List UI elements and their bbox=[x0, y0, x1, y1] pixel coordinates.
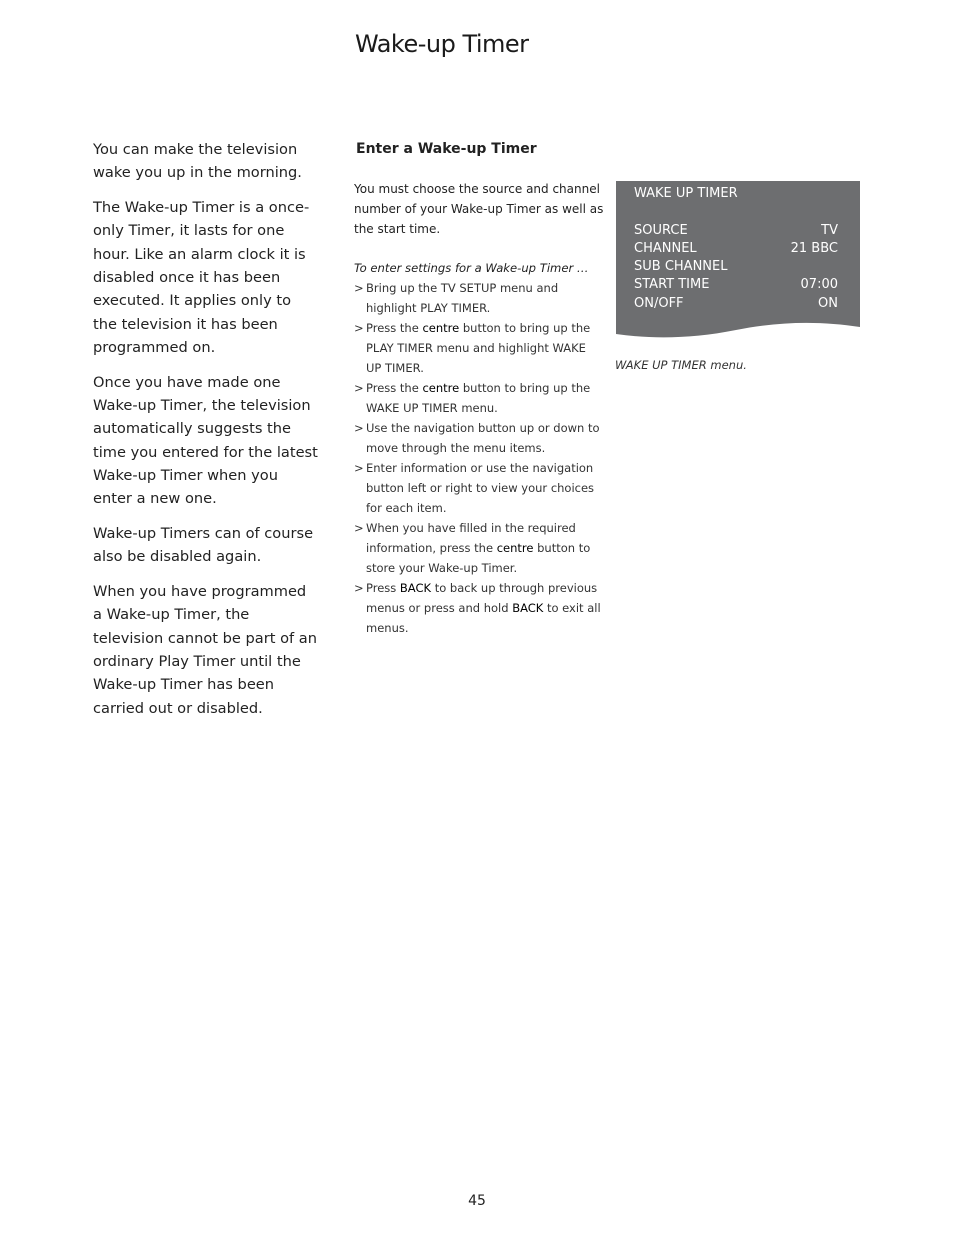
menu-row-value: ON bbox=[818, 295, 838, 311]
menu-row-value: TV bbox=[821, 222, 838, 238]
bullet-marker: > bbox=[354, 521, 364, 535]
step-text: Enter information or use the navigation button left or right to view your choices for each item. bbox=[366, 461, 595, 515]
page-title: Wake-up Timer bbox=[355, 30, 529, 58]
step-item bbox=[354, 578, 604, 638]
step-text: When you have filled in the required information, press the bbox=[366, 521, 576, 555]
instructions-column bbox=[354, 138, 604, 638]
bullet-marker: > bbox=[354, 581, 364, 595]
step-text: Press the bbox=[366, 321, 423, 335]
menu-row-value: 21 BBC bbox=[790, 240, 838, 256]
menu-caption: WAKE UP TIMER menu. bbox=[615, 358, 747, 372]
bullet-marker: > bbox=[354, 421, 364, 435]
step-item bbox=[354, 378, 604, 418]
step-text: Use the navigation button up or down to move through the menu items. bbox=[366, 421, 600, 455]
menu-row-start-time bbox=[634, 276, 838, 294]
section-intro: You must choose the source and channel number of your Wake-up Timer as well as the start time. bbox=[354, 182, 604, 236]
key-label: centre bbox=[422, 381, 460, 395]
key-label: centre bbox=[422, 321, 460, 335]
bullet-marker: > bbox=[354, 381, 364, 395]
step-item bbox=[354, 278, 604, 318]
menu-title: WAKE UP TIMER bbox=[634, 186, 738, 201]
step-text: Press bbox=[366, 581, 400, 595]
section-heading: Enter a Wake-up Timer bbox=[356, 141, 537, 157]
step-text: button to bring up the PLAY TIMER menu and highlight WAKE UP TIMER. bbox=[366, 321, 591, 375]
menu-row-label: SUB CHANNEL bbox=[634, 259, 728, 275]
menu-row-value: 07:00 bbox=[800, 277, 838, 293]
instructions-lead: To enter settings for a Wake-up Timer … bbox=[354, 261, 589, 275]
menu-row-on-off bbox=[634, 295, 838, 313]
intro-paragraph: The Wake-up Timer is a once-only Timer, it lasts for one hour. Like an alarm clock it is disabled once it has been executed. It applies only to the television it has been programmed on. bbox=[93, 199, 310, 356]
menu-row-channel bbox=[634, 240, 838, 258]
steps-list bbox=[354, 278, 604, 638]
bullet-marker: > bbox=[354, 461, 364, 475]
menu-row-label: ON/OFF bbox=[634, 295, 684, 311]
step-text: Press the bbox=[366, 381, 423, 395]
intro-paragraph: When you have programmed a Wake-up Timer, the television cannot be part of an ordinary Play Timer until the Wake-up Timer has been carried out or disabled. bbox=[93, 583, 318, 717]
menu-row-label: SOURCE bbox=[634, 222, 688, 238]
menu-row-label: CHANNEL bbox=[634, 240, 697, 256]
menu-row-source bbox=[634, 222, 838, 240]
step-item bbox=[354, 418, 604, 458]
step-text: Bring up the TV SETUP menu and highlight PLAY TIMER. bbox=[366, 281, 559, 315]
intro-paragraph: You can make the television wake you up in the morning. bbox=[93, 141, 302, 182]
step-item bbox=[354, 518, 604, 578]
intro-column bbox=[93, 138, 319, 731]
wake-up-timer-menu bbox=[616, 181, 860, 344]
bullet-marker: > bbox=[354, 321, 364, 335]
menu-row-sub-channel bbox=[634, 258, 838, 276]
key-label: BACK bbox=[512, 601, 544, 615]
menu-row-label: START TIME bbox=[634, 277, 710, 293]
key-label: BACK bbox=[399, 581, 432, 595]
menu-content bbox=[634, 185, 838, 313]
step-text: button to bring up the WAKE UP TIMER menu. bbox=[366, 381, 591, 415]
bullet-marker: > bbox=[354, 281, 364, 295]
step-item bbox=[354, 458, 604, 518]
step-text: to exit all menus. bbox=[366, 601, 601, 635]
step-item bbox=[354, 318, 604, 378]
key-label: centre bbox=[496, 541, 534, 555]
step-text: to back up through previous menus or press and hold bbox=[366, 581, 598, 615]
intro-paragraph: Once you have made one Wake-up Timer, the television automatically suggests the time you entered for the latest Wake-up Timer when you enter a new one. bbox=[93, 373, 318, 508]
intro-paragraph: Wake-up Timers can of course also be disabled again. bbox=[93, 524, 314, 566]
page-number: 45 bbox=[468, 1193, 486, 1209]
step-text: button to store your Wake-up Timer. bbox=[366, 541, 591, 575]
